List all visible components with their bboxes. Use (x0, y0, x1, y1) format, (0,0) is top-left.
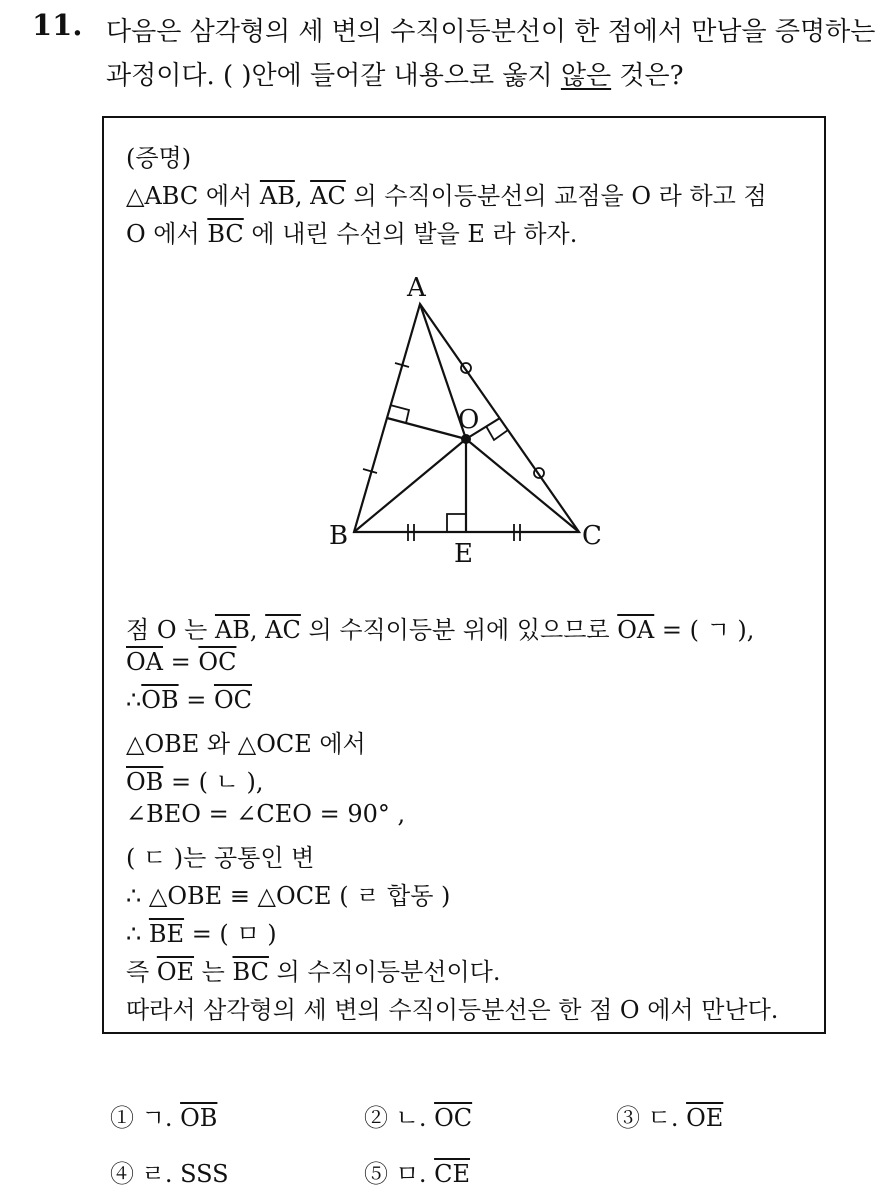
label-o: O (458, 405, 480, 435)
proof-step-4: △OBE 와 △OCE 에서 (126, 730, 366, 758)
proof-step-7: ( ㄷ )는 공통인 변 (126, 844, 315, 872)
bisector-ab (387, 418, 466, 439)
segment-oc (466, 439, 579, 532)
proof-line-1: △ABC 에서 $\overline{AB}$, $\overline{AC}$ 의 수직이등분선의 교점을 O 라 하고 점 (126, 182, 767, 210)
choice-5[interactable]: ⑤ ㅁ. $\overline{CE}$ (364, 1160, 470, 1188)
question-text (106, 10, 876, 98)
question-number: 11. (32, 8, 83, 42)
choice-4[interactable]: ④ ㄹ. SSS (110, 1160, 229, 1188)
question-line-2: 과정이다. ( )안에 들어갈 내용으로 옳지 않은 것은? (106, 61, 684, 91)
choice-1[interactable]: ① ㄱ. $\overline{OB}$ (110, 1104, 218, 1132)
segment-ob (354, 439, 466, 532)
proof-box (102, 116, 826, 1034)
label-c: C (582, 521, 602, 551)
proof-step-6: ∠BEO = ∠CEO = 90° , (126, 800, 406, 828)
triangle-figure (104, 118, 824, 588)
underlined-not: 않은 (560, 61, 612, 91)
label-b: B (329, 521, 349, 551)
question-line-1: 다음은 삼각형의 세 변의 수직이등분선이 한 점에서 만남을 증명하는 (106, 17, 876, 47)
choice-3[interactable]: ③ ㄷ. $\overline{OE}$ (616, 1104, 724, 1132)
proof-step-1: 점 O 는 $\overline{AB}$, $\overline{AC}$ 의 수직이등분 위에 있으므로 $\overline{OA}$ = ( ㄱ ), (126, 616, 755, 644)
point-o (461, 434, 471, 444)
proof-step-2: $\overline{OA} = \overline{OC}$ (126, 648, 237, 676)
label-e: E (454, 539, 473, 569)
proof-line-2: O 에서 $\overline{BC}$ 에 내린 수선의 발을 E 라 하자. (126, 220, 578, 248)
proof-step-3: $\therefore\overline{OB} = \overline{OC}$ (126, 686, 253, 714)
proof-step-8: ∴ △OBE ≡ △OCE ( ㄹ 합동 ) (126, 882, 451, 910)
label-a: A (407, 273, 426, 303)
proof-step-11: 따라서 삼각형의 세 변의 수직이등분선은 한 점 O 에서 만난다. (126, 996, 779, 1024)
proof-step-9: ∴ $\overline{BE}$ = ( ㅁ ) (126, 920, 277, 948)
proof-header: (증명) (126, 144, 192, 172)
proof-step-10: 즉 $\overline{OE}$ 는 $\overline{BC}$ 의 수직이등분선이다. (126, 958, 501, 986)
choice-2[interactable]: ② ㄴ. $\overline{OC}$ (364, 1104, 473, 1132)
proof-step-5: $\overline{OB}$ = ( ㄴ ), (126, 768, 264, 796)
